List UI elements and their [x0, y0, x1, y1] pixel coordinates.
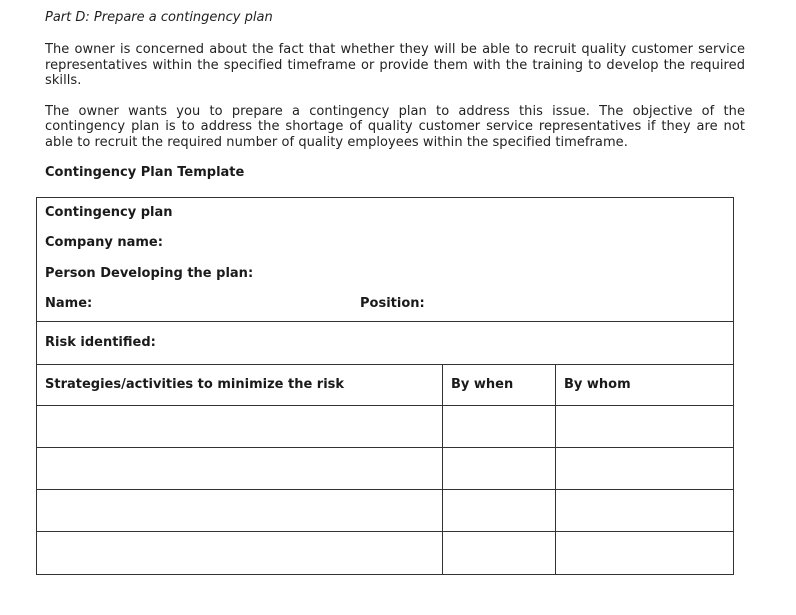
- table-cell-by-when[interactable]: [443, 406, 556, 448]
- table-cell-by-when[interactable]: [443, 448, 556, 490]
- table-cell-by-whom[interactable]: [556, 406, 733, 448]
- table-cell-strategy[interactable]: [37, 406, 443, 448]
- table-cell-by-whom[interactable]: [556, 532, 733, 574]
- table-cell-strategy[interactable]: [37, 532, 443, 574]
- column-header-by-when: [443, 365, 556, 406]
- risk-identified-block: [37, 322, 733, 365]
- part-heading: Part D: Prepare a contingency plan: [45, 10, 273, 25]
- risk-identified-label: Risk identified:: [45, 335, 156, 350]
- developer-label: Person Developing the plan:: [45, 266, 254, 281]
- template-title: Contingency Plan Template: [45, 165, 245, 180]
- strategy-grid: [37, 365, 733, 574]
- contingency-plan-table: [36, 197, 734, 575]
- table-cell-strategy[interactable]: [37, 490, 443, 532]
- plan-info-block: [37, 198, 733, 322]
- column-header-by-whom-label: By whom: [564, 377, 631, 392]
- column-header-by-whom: [556, 365, 733, 406]
- table-cell-by-whom[interactable]: [556, 490, 733, 532]
- name-label: Name:: [45, 296, 93, 311]
- paragraph-objective: The owner wants you to prepare a contingency plan to address this issue. The objective of the contingency plan is to address the shortage of quality customer service representatives if they are not able to recruit the required number of quality employees within the specified timeframe.: [45, 103, 745, 150]
- company-name-label: Company name:: [45, 235, 163, 250]
- position-label: Position:: [360, 296, 425, 311]
- column-header-strategies: [37, 365, 443, 406]
- table-cell-by-whom[interactable]: [556, 448, 733, 490]
- document-body: [45, 10, 745, 181]
- table-cell-strategy[interactable]: [37, 448, 443, 490]
- column-header-by-when-label: By when: [451, 377, 514, 392]
- column-header-strategies-label: Strategies/activities to minimize the risk: [45, 377, 345, 392]
- table-cell-by-when[interactable]: [443, 532, 556, 574]
- paragraph-owner-concern: The owner is concerned about the fact that whether they will be able to recruit quality customer service representatives within the specified timeframe or provide them with the training to develop the required skills.: [45, 42, 745, 88]
- plan-title: Contingency plan: [45, 205, 173, 220]
- table-cell-by-when[interactable]: [443, 490, 556, 532]
